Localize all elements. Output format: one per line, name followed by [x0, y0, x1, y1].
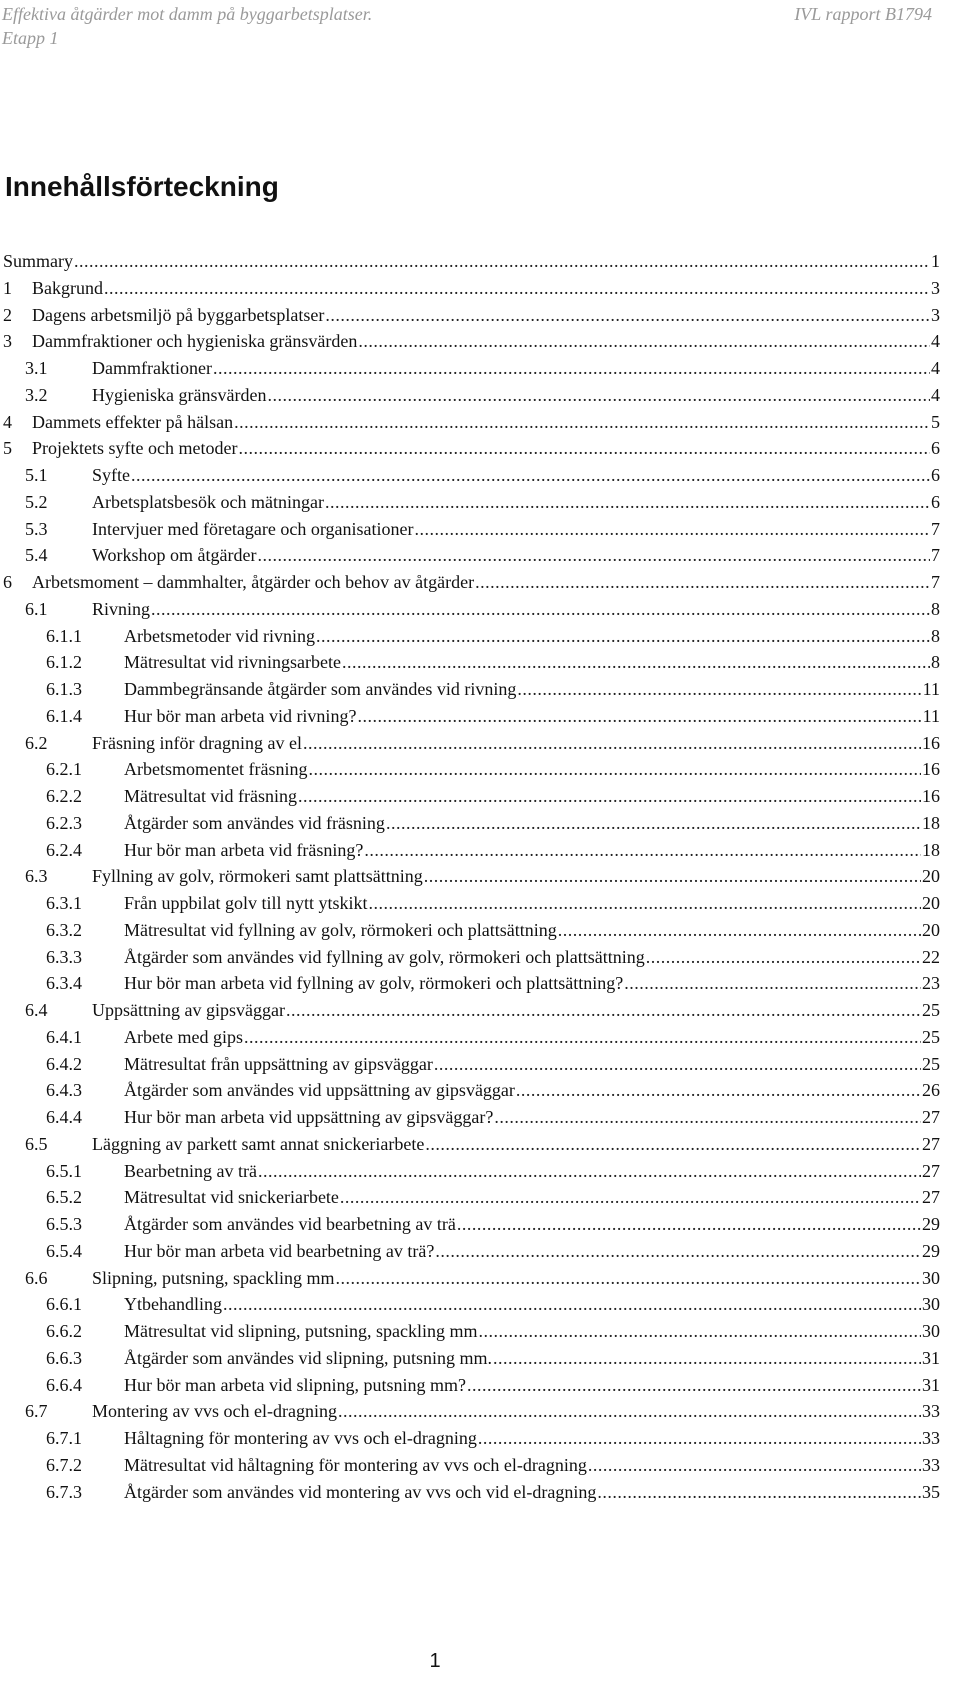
- toc-entry[interactable]: [0, 756, 940, 782]
- toc-dot-leader: [358, 328, 930, 354]
- toc-entry[interactable]: [0, 302, 940, 328]
- toc-entry[interactable]: [0, 1024, 940, 1050]
- toc-entry-number: 6.7: [25, 1401, 48, 1422]
- toc-entry-title: Mätresultat vid snickeriarbete: [124, 1187, 339, 1208]
- toc-entry-number: 6.2.3: [46, 812, 82, 833]
- toc-dot-leader: [457, 1211, 921, 1237]
- toc-entry[interactable]: [0, 1265, 940, 1291]
- toc-entry-page: 33: [922, 1454, 940, 1475]
- toc-entry-number: 1: [3, 277, 12, 298]
- toc-entry-title: Åtgärder som användes vid slipning, putsning mm.: [124, 1347, 492, 1368]
- toc-entry-number: 6.4: [25, 1000, 48, 1020]
- toc-entry[interactable]: [0, 1479, 940, 1505]
- toc-entry[interactable]: [0, 676, 940, 702]
- toc-dot-leader: [434, 1051, 921, 1077]
- toc-entry-number: 6.2.1: [46, 759, 82, 780]
- toc-entry-title: Mätresultat vid fyllning av golv, rörmokeri och plattsättning: [124, 919, 557, 940]
- toc-entry-title: Dammfraktioner och hygieniska gränsvärden: [32, 331, 358, 352]
- toc-entry-page: 20: [922, 866, 940, 887]
- toc-entry-page: 4: [931, 358, 940, 378]
- toc-entry-title: Arbetsmomentet fräsning: [124, 759, 308, 780]
- toc-entry[interactable]: [0, 275, 940, 301]
- toc-entry-page: 4: [931, 331, 940, 352]
- toc-entry-page: 27: [922, 1160, 940, 1181]
- toc-dot-leader: [558, 917, 921, 943]
- toc-dot-leader: [104, 275, 930, 301]
- toc-entry-number: 6.3.3: [46, 946, 82, 967]
- toc-dot-leader: [467, 1372, 921, 1398]
- toc-entry-title: Arbetsmetoder vid rivning: [124, 625, 315, 646]
- header-subtitle: Etapp 1: [2, 28, 59, 48]
- toc-entry-number: 5.1: [25, 465, 48, 485]
- toc-entry-title: Uppsättning av gipsväggar: [92, 1000, 285, 1020]
- toc-entry-page: 30: [922, 1267, 940, 1288]
- toc-entry-page: 27: [922, 1133, 940, 1154]
- toc-entry-title: Arbetsplatsbesök och mätningar: [92, 491, 324, 512]
- toc-entry[interactable]: [0, 409, 940, 435]
- toc-dot-leader: [336, 1265, 921, 1291]
- toc-entry-number: 6.5.3: [46, 1214, 82, 1234]
- toc-entry-number: 6.3: [25, 866, 48, 887]
- toc-entry[interactable]: [0, 837, 940, 863]
- toc-entry-number: 6.1.3: [46, 679, 82, 699]
- toc-entry-page: 11: [922, 705, 940, 726]
- toc-entry[interactable]: [0, 1104, 940, 1130]
- toc-dot-leader: [267, 382, 930, 408]
- toc-entry[interactable]: [0, 1077, 940, 1103]
- toc-entry[interactable]: [0, 542, 940, 568]
- toc-entry-title: Hur bör man arbeta vid uppsättning av gipsväggar?: [124, 1107, 494, 1127]
- toc-entry-title: Hur bör man arbeta vid rivning?: [124, 705, 357, 726]
- toc-entry-title: Dammfraktioner: [92, 358, 212, 378]
- toc-entry[interactable]: [0, 1158, 940, 1184]
- toc-dot-leader: [386, 810, 921, 836]
- toc-dot-leader: [325, 489, 930, 515]
- toc-entry-page: 33: [922, 1401, 940, 1422]
- toc-entry-page: 7: [931, 572, 940, 592]
- toc-entry-page: 6: [931, 438, 940, 459]
- toc-dot-leader: [516, 1077, 921, 1103]
- toc-dot-leader: [494, 1104, 921, 1130]
- toc-entry-number: 6.7.2: [46, 1454, 82, 1475]
- toc-entry[interactable]: [0, 783, 940, 809]
- toc-entry-page: 1: [931, 251, 940, 271]
- toc-entry-number: 6.3.1: [46, 893, 82, 913]
- toc-entry-title: Arbetsmoment – dammhalter, åtgärder och behov av åtgärder: [32, 572, 475, 592]
- toc-dot-leader: [425, 1131, 921, 1157]
- toc-entry-number: 5.4: [25, 545, 48, 566]
- toc-dot-leader: [517, 676, 921, 702]
- toc-entry[interactable]: [0, 1425, 940, 1451]
- toc-entry[interactable]: [0, 328, 940, 354]
- toc-entry-page: 31: [922, 1347, 940, 1368]
- toc-entry-page: 29: [922, 1240, 940, 1261]
- toc-entry-title: Mätresultat från uppsättning av gipsväggar: [124, 1053, 433, 1074]
- toc-entry[interactable]: [0, 596, 940, 622]
- toc-dot-leader: [624, 970, 921, 996]
- toc-entry[interactable]: [0, 435, 940, 461]
- toc-entry-number: 6.6.2: [46, 1321, 82, 1341]
- toc-entry-page: 7: [931, 518, 940, 539]
- toc-entry-number: 6.3.2: [46, 919, 82, 940]
- toc-entry-title: Syfte: [92, 465, 130, 485]
- toc-entry-page: 16: [922, 759, 940, 780]
- toc-entry-number: 3.1: [25, 358, 48, 378]
- toc-entry-title: Dammets effekter på hälsan: [32, 411, 234, 432]
- toc-dot-leader: [415, 516, 930, 542]
- toc-title: Innehållsförteckning: [5, 171, 279, 202]
- toc-entry[interactable]: [0, 1051, 940, 1077]
- toc-entry-page: 3: [931, 304, 940, 325]
- toc-dot-leader: [325, 302, 930, 328]
- toc-entry-title: Montering av vvs och el-dragning: [92, 1401, 337, 1422]
- toc-entry-page: 8: [931, 625, 940, 646]
- toc-entry[interactable]: [0, 810, 940, 836]
- toc-entry-page: 27: [922, 1107, 940, 1127]
- toc-entry-page: 30: [922, 1294, 940, 1315]
- toc-entry-number: 6.5: [25, 1133, 48, 1154]
- toc-entry[interactable]: [0, 1372, 940, 1398]
- toc-entry[interactable]: [0, 382, 940, 408]
- toc-entry-number: 6.1.4: [46, 705, 82, 726]
- toc-entry[interactable]: [0, 890, 940, 916]
- running-header-left: [2, 2, 372, 50]
- toc-dot-leader: [478, 1425, 921, 1451]
- toc-entry-title: Fyllning av golv, rörmokeri samt plattsättning: [92, 866, 423, 887]
- toc-entry-page: 33: [922, 1428, 940, 1448]
- toc-dot-leader: [424, 863, 921, 889]
- toc-dot-leader: [316, 623, 930, 649]
- toc-dot-leader: [364, 837, 921, 863]
- toc-entry[interactable]: [0, 970, 940, 996]
- toc-entry-number: 6.5.4: [46, 1240, 82, 1261]
- toc-entry-page: 3: [931, 277, 940, 298]
- toc-entry-page: 18: [922, 839, 940, 860]
- toc-entry[interactable]: [0, 1318, 940, 1344]
- toc-entry-title: Dammbegränsande åtgärder som användes vid rivning: [124, 679, 517, 699]
- toc-entry[interactable]: [0, 863, 940, 889]
- toc-dot-leader: [588, 1452, 921, 1478]
- toc-entry[interactable]: [0, 730, 940, 756]
- toc-entry-number: 2: [3, 304, 12, 325]
- toc-dot-leader: [238, 435, 930, 461]
- toc-entry-number: 6.5.2: [46, 1187, 82, 1208]
- toc-entry-title: Åtgärder som användes vid fyllning av golv, rörmokeri och plattsättning: [124, 946, 645, 967]
- toc-entry-title: Summary: [3, 251, 73, 271]
- toc-entry-number: 6.4.3: [46, 1080, 82, 1101]
- toc-dot-leader: [151, 596, 930, 622]
- toc-entry-title: Hur bör man arbeta vid fyllning av golv, rörmokeri och plattsättning?: [124, 973, 624, 994]
- toc-entry-page: 16: [922, 786, 940, 806]
- toc-dot-leader: [308, 756, 921, 782]
- header-title: Effektiva åtgärder mot damm på byggarbetsplatser.: [2, 4, 373, 24]
- toc-entry[interactable]: [0, 1398, 940, 1424]
- toc-entry-title: Projektets syfte och metoder: [32, 438, 238, 459]
- toc-dot-leader: [258, 542, 930, 568]
- toc-entry[interactable]: [0, 516, 940, 542]
- toc-entry[interactable]: [0, 1131, 940, 1157]
- toc-entry-page: 11: [922, 679, 940, 699]
- toc-dot-leader: [340, 1184, 921, 1210]
- toc-entry[interactable]: [0, 703, 940, 729]
- toc-entry-number: 6.6.1: [46, 1294, 82, 1315]
- toc-entry-page: 25: [922, 1053, 940, 1074]
- toc-entry[interactable]: [0, 1238, 940, 1264]
- toc-entry-page: 25: [922, 1000, 940, 1020]
- toc-entry-page: 18: [922, 812, 940, 833]
- toc-dot-leader: [369, 890, 921, 916]
- running-header-right: IVL rapport B1794: [794, 4, 932, 24]
- toc-entry-number: 5.3: [25, 518, 48, 539]
- toc-entry-page: 4: [931, 384, 940, 405]
- toc-entry-title: Hur bör man arbeta vid bearbetning av trä?: [124, 1240, 435, 1261]
- toc-entry-page: 29: [922, 1214, 940, 1234]
- toc-entry-title: Från uppbilat golv till nytt ytskikt: [124, 893, 368, 913]
- toc-entry-title: Hygieniska gränsvärden: [92, 384, 267, 405]
- toc-entry-title: Åtgärder som användes vid uppsättning av gipsväggar: [124, 1080, 515, 1101]
- toc-dot-leader: [131, 462, 930, 488]
- toc-entry-number: 5.2: [25, 491, 48, 512]
- toc-entry[interactable]: [0, 997, 940, 1023]
- toc-entry[interactable]: [0, 649, 940, 675]
- toc-entry-page: 7: [931, 545, 940, 566]
- toc-entry-page: 31: [922, 1374, 940, 1395]
- toc-entry-number: 3.2: [25, 384, 48, 405]
- toc-entry-title: Åtgärder som användes vid bearbetning av trä: [124, 1214, 456, 1234]
- toc-dot-leader: [223, 1291, 921, 1317]
- toc-dot-leader: [478, 1318, 921, 1344]
- toc-entry-title: Workshop om åtgärder: [92, 545, 257, 566]
- toc-entry-page: 27: [922, 1187, 940, 1208]
- toc-entry-number: 6.1.2: [46, 652, 82, 673]
- toc-dot-leader: [597, 1479, 921, 1505]
- toc-entry-title: Mätresultat vid fräsning: [124, 786, 297, 806]
- toc-dot-leader: [475, 569, 930, 595]
- toc-entry[interactable]: [0, 248, 940, 274]
- toc-entry-page: 20: [922, 893, 940, 913]
- toc-entry-page: 25: [922, 1026, 940, 1047]
- toc-entry-title: Rivning: [92, 598, 151, 619]
- toc-entry-number: 6.2.2: [46, 786, 82, 806]
- toc-entry-page: 8: [931, 598, 940, 619]
- toc-entry-title: Åtgärder som användes vid montering av vvs och vid el-dragning: [124, 1481, 597, 1502]
- toc-entry-number: 6.1: [25, 598, 48, 619]
- toc-entry-page: 23: [922, 973, 940, 994]
- toc-entry-page: 20: [922, 919, 940, 940]
- toc-entry-title: Åtgärder som användes vid fräsning: [124, 812, 385, 833]
- toc-entry[interactable]: [0, 569, 940, 595]
- toc-entry-title: Dagens arbetsmiljö på byggarbetsplatser: [32, 304, 325, 325]
- toc-entry-number: 6.2.4: [46, 839, 82, 860]
- toc-dot-leader: [258, 1158, 921, 1184]
- toc-entry-number: 6.6.4: [46, 1374, 82, 1395]
- toc-entry-page: 26: [922, 1080, 940, 1101]
- toc-entry-page: 6: [931, 491, 940, 512]
- toc-dot-leader: [493, 1345, 921, 1371]
- toc-dot-leader: [298, 783, 921, 809]
- toc-dot-leader: [213, 355, 930, 381]
- toc-dot-leader: [435, 1238, 921, 1264]
- toc-entry[interactable]: [0, 917, 940, 943]
- toc-entry[interactable]: [0, 1211, 940, 1237]
- toc-entry[interactable]: [0, 623, 940, 649]
- toc-entry-title: Läggning av parkett samt annat snickeriarbete: [92, 1133, 425, 1154]
- toc-dot-leader: [342, 649, 930, 675]
- toc-entry-title: Arbete med gips: [124, 1026, 243, 1047]
- toc-entry[interactable]: [0, 1345, 940, 1371]
- toc-entry-number: 6.4.1: [46, 1026, 82, 1047]
- toc-entry-page: 22: [922, 946, 940, 967]
- toc-entry-page: 5: [931, 411, 940, 432]
- toc-entry-page: 6: [931, 465, 940, 485]
- toc-dot-leader: [646, 944, 921, 970]
- toc-dot-leader: [338, 1398, 921, 1424]
- toc-entry-title: Bearbetning av trä: [124, 1160, 257, 1181]
- toc-entry-title: Hur bör man arbeta vid fräsning?: [124, 839, 364, 860]
- toc-entry-title: Mätresultat vid håltagning för montering av vvs och el-dragning: [124, 1454, 587, 1475]
- toc-dot-leader: [286, 997, 921, 1023]
- toc-entry-page: 8: [931, 652, 940, 673]
- toc-entry-number: 6.5.1: [46, 1160, 82, 1181]
- toc-dot-leader: [74, 248, 930, 274]
- toc-entry-title: Mätresultat vid rivningsarbete: [124, 652, 341, 673]
- toc-entry-number: 6.2: [25, 732, 48, 753]
- toc-entry-number: 5: [3, 438, 12, 459]
- toc-entry-title: Håltagning för montering av vvs och el-dragning: [124, 1428, 477, 1448]
- toc-entry[interactable]: [0, 1452, 940, 1478]
- toc-entry-number: 6.1.1: [46, 625, 82, 646]
- toc-entry-number: 6.7.3: [46, 1481, 82, 1502]
- toc-entry-title: Ytbehandling: [124, 1294, 222, 1315]
- toc-entry-number: 6: [3, 572, 12, 592]
- toc-entry-number: 6.4.2: [46, 1053, 82, 1074]
- toc-entry-page: 35: [922, 1481, 940, 1502]
- toc-entry[interactable]: [0, 355, 940, 381]
- toc-entry-number: 6.4.4: [46, 1107, 82, 1127]
- toc-entry-title: Hur bör man arbeta vid slipning, putsning mm?: [124, 1374, 466, 1395]
- toc-entry[interactable]: [0, 462, 940, 488]
- toc-entry-title: Fräsning inför dragning av el: [92, 732, 302, 753]
- toc-entry-number: 6.6: [25, 1267, 48, 1288]
- toc-entry-page: 16: [922, 732, 940, 753]
- toc-entry[interactable]: [0, 1184, 940, 1210]
- toc-entry[interactable]: [0, 944, 940, 970]
- page-number: 1: [429, 1650, 441, 1672]
- toc-entry[interactable]: [0, 1291, 940, 1317]
- toc-entry-title: Mätresultat vid slipning, putsning, spackling mm: [124, 1321, 478, 1341]
- toc-entry-page: 30: [922, 1321, 940, 1341]
- toc-entry-number: 3: [3, 331, 12, 352]
- toc-entry-title: Intervjuer med företagare och organisationer: [92, 518, 414, 539]
- toc-dot-leader: [303, 730, 921, 756]
- toc-entry-number: 6.7.1: [46, 1428, 82, 1448]
- toc-entry-title: Slipning, putsning, spackling mm: [92, 1267, 335, 1288]
- toc-dot-leader: [357, 703, 921, 729]
- toc-entry-number: 4: [3, 411, 12, 432]
- toc-entry-title: Bakgrund: [32, 277, 103, 298]
- toc-dot-leader: [234, 409, 930, 435]
- toc-dot-leader: [244, 1024, 921, 1050]
- toc-entry-number: 6.3.4: [46, 973, 82, 994]
- toc-entry-number: 6.6.3: [46, 1347, 82, 1368]
- toc-entry[interactable]: [0, 489, 940, 515]
